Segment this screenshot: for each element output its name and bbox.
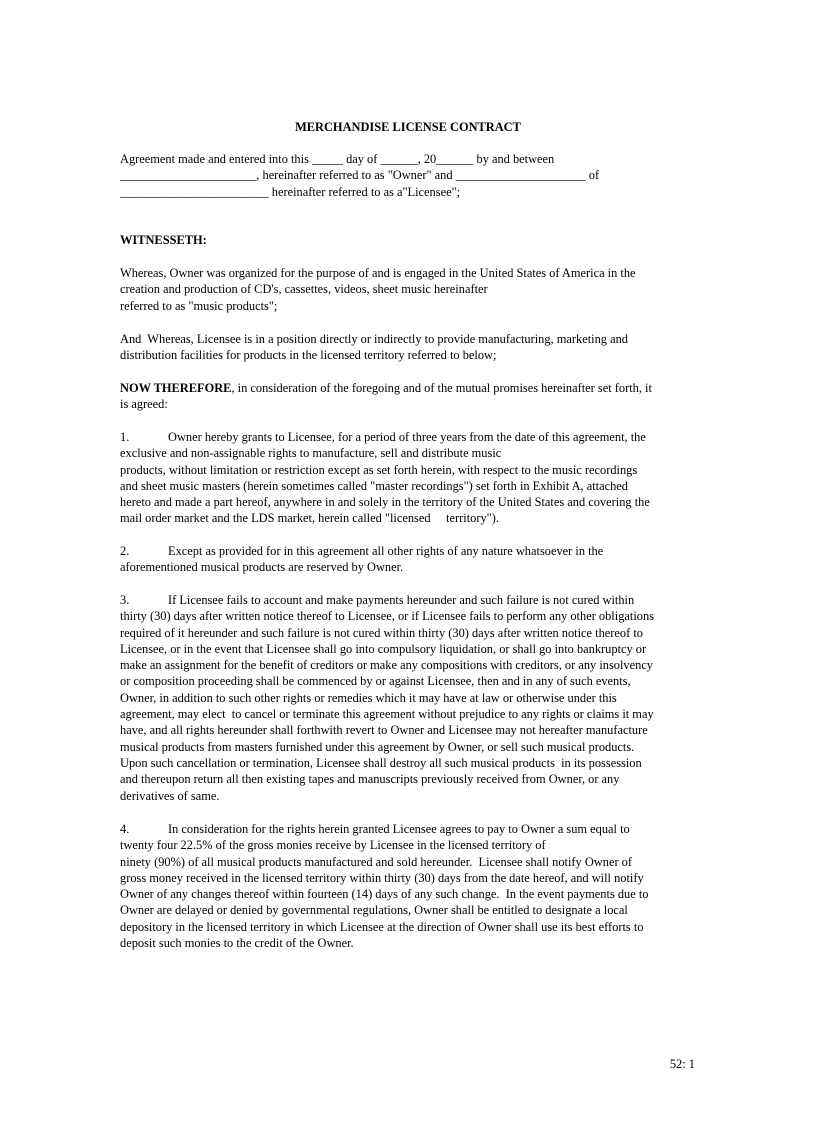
whereas-line: distribution facilities for products in the licensed territory referred to below; [120,348,497,363]
clause-number: 1. [120,430,130,444]
witnesseth-heading: WITNESSETH: [120,233,207,247]
clause-line: products, without limitation or restriction except as set forth herein, with respect to the music recordings [120,462,638,477]
clause-line: Upon such cancellation or termination, Licensee shall destroy all such musical products in its possession [120,755,642,770]
clause-line: deposit such monies to the credit of the Owner. [120,936,354,951]
whereas-line: Whereas, Owner was organized for the purpose of and is engaged in the United States of America in the [120,266,636,280]
clause-line: make an assignment for the benefit of creditors or make any compositions with creditors, or any insolvency [120,658,653,673]
intro-paragraph [120,151,700,200]
clause-first-line [120,592,700,608]
clause-text: Owner hereby grants to Licensee, for a period of three years from the date of this agreement, the [168,430,646,444]
whereas-line: referred to as "music products"; [120,298,278,313]
clause-2 [120,543,700,576]
whereas-line: creation and production of CD's, cassettes, videos, sheet music hereinafter [120,282,488,297]
whereas-paragraph-2 [120,331,700,364]
now-therefore-bold: NOW THEREFORE [120,381,232,395]
intro-line: ________________________ hereinafter referred to as a"Licensee"; [120,184,461,199]
clause-line: Licensee, or in the event that Licensee shall go into compulsory liquidation, or shall go into bankruptcy or [120,641,647,656]
clause-line: agreement, may elect to cancel or terminate this agreement without prejudice to any rights or claims it may [120,707,654,722]
clause-line: aforementioned musical products are reserved by Owner. [120,560,404,575]
now-therefore-line-2: is agreed: [120,397,168,412]
clause-1 [120,429,700,527]
now-therefore-rest: , in consideration of the foregoing and of the mutual promises hereinafter set forth, it [231,381,652,395]
clause-line: or composition proceeding shall be commenced by or against Licensee, then and in any of such events, [120,674,631,689]
clause-line: ninety (90%) of all musical products manufactured and sold hereunder. Licensee shall notify Owner of [120,854,632,869]
clause-line: have, and all rights hereunder shall forthwith revert to Owner and Licensee may not hereafter manufacture [120,723,648,738]
clause-line: hereto and made a part hereof, anywhere in and solely in the territory of the United States and covering the [120,495,650,510]
intro-line: ______________________, hereinafter referred to as "Owner" and _____________________ of [120,168,600,183]
clause-3 [120,592,700,804]
whereas-line: And Whereas, Licensee is in a position directly or indirectly to provide manufacturing, marketing and [120,332,628,346]
clause-line: Owner of any changes thereof within fourteen (14) days of any such change. In the event payments due to [120,887,649,902]
clause-line: derivatives of same. [120,788,220,803]
clause-line: thirty (30) days after written notice thereof to Licensee, or if Licensee fails to perform any other obligations [120,609,654,624]
clause-line: twenty four 22.5% of the gross monies receive by Licensee in the licensed territory of [120,838,546,853]
clause-line: musical products from masters furnished under this agreement by Owner, or sell such musical products. [120,739,635,754]
clause-text: Except as provided for in this agreement all other rights of any nature whatsoever in the [168,544,604,558]
now-therefore-paragraph [120,380,700,413]
now-therefore-line [120,380,700,396]
clause-text: In consideration for the rights herein granted Licensee agrees to pay to Owner a sum equal to [168,822,630,836]
intro-line: Agreement made and entered into this _____ day of ______, 20______ by and between [120,152,555,166]
clause-text: If Licensee fails to account and make payments hereunder and such failure is not cured within [168,593,635,607]
clause-line: required of it hereunder and such failure is not cured within thirty (30) days after written notice thereof to [120,625,643,640]
clause-line: Owner are delayed or denied by governmental regulations, Owner shall be entitled to designate a local [120,903,628,918]
clause-line: mail order market and the LDS market, herein called "licensed territory"). [120,511,499,526]
clause-first-line [120,821,700,837]
page-number: 52: 1 [669,1057,695,1071]
clause-number: 2. [120,544,130,558]
clause-line: Owner, in addition to such other rights or remedies which it may have at law or otherwise under this [120,690,617,705]
clause-4 [120,821,700,951]
clause-line: gross money received in the licensed territory within thirty (30) days from the date hereof, and will notify [120,870,644,885]
whereas-paragraph-1 [120,265,700,314]
clause-number: 3. [120,593,130,607]
clause-first-line [120,543,700,559]
clause-line: and thereupon return all then existing tapes and manuscripts previously received from Owner, or any [120,772,620,787]
clause-line: and sheet music masters (herein sometimes called "master recordings") set forth in Exhibit A, attached [120,478,628,493]
clause-line: depository in the licensed territory in which Licensee at the direction of Owner shall use its best efforts to [120,919,644,934]
document-title: MERCHANDISE LICENSE CONTRACT [295,120,521,134]
clause-first-line [120,429,700,445]
clause-line: exclusive and non-assignable rights to manufacture, sell and distribute music [120,446,502,461]
clause-number: 4. [120,822,130,836]
